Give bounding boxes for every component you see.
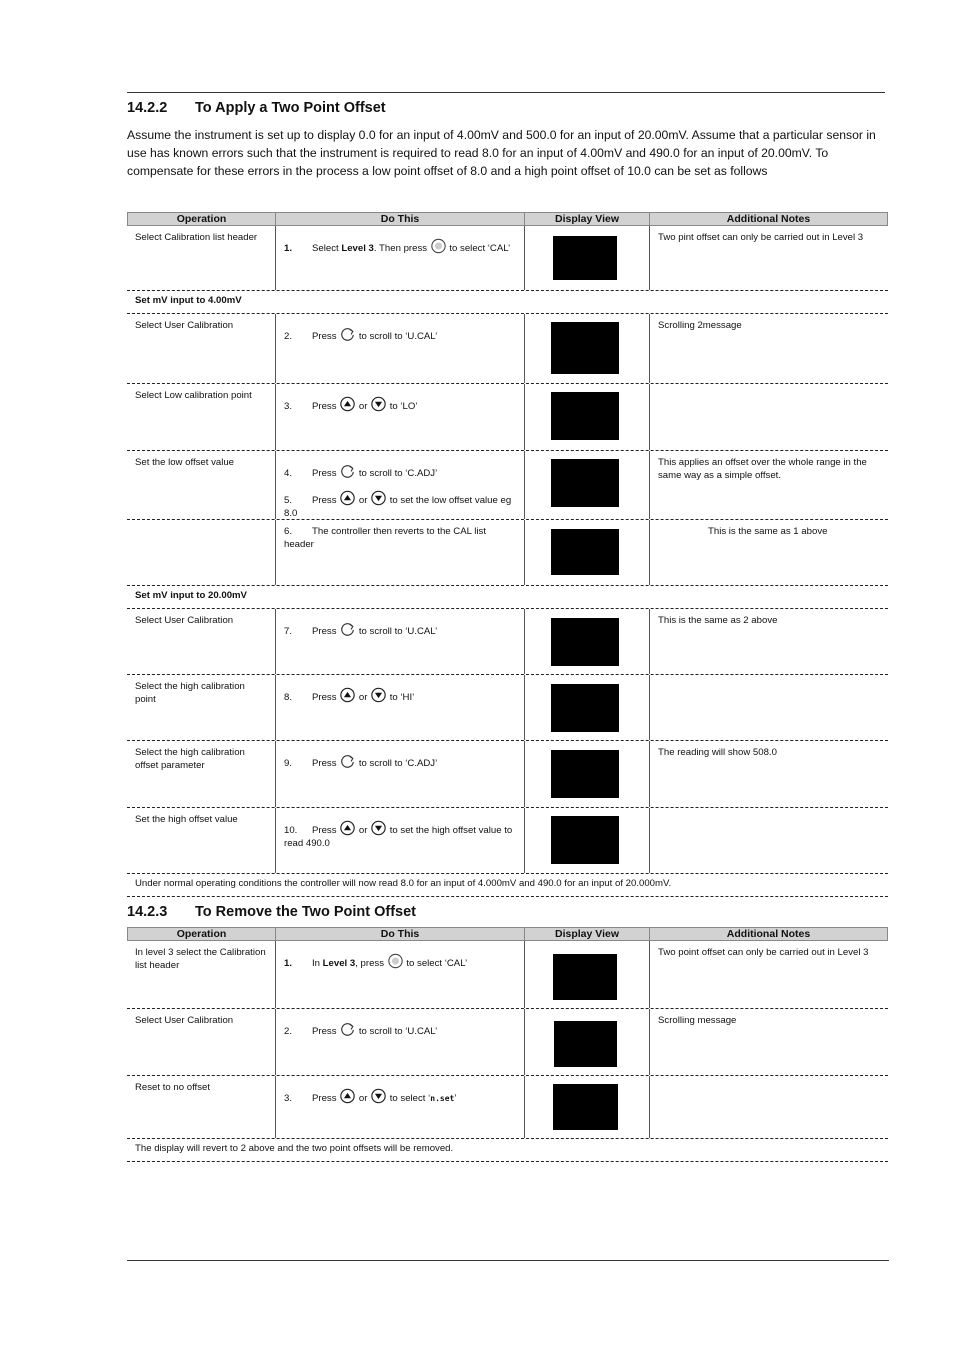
display-view-cell [524, 808, 649, 873]
notes-cell [649, 384, 888, 450]
table-row [127, 384, 888, 451]
operation-cell: Select Low calibration point [135, 390, 252, 401]
up-arrow-button-icon [339, 396, 356, 412]
display-view-cell [524, 675, 649, 740]
table-header [127, 927, 888, 941]
step-text: , press [355, 958, 387, 969]
step-number: 10. [284, 825, 298, 836]
scroll-button-icon [339, 753, 356, 769]
step-text: In [312, 958, 323, 969]
step-text: or [356, 495, 371, 506]
do-this-cell [275, 1076, 524, 1138]
operation-cell: In level 3 select the Calibration list header [135, 947, 266, 971]
display-view-cell [524, 1076, 649, 1138]
section-heading [127, 100, 386, 116]
section-heading [127, 904, 416, 920]
notes-cell [649, 1076, 888, 1138]
display-image [551, 750, 619, 798]
do-this-cell [275, 741, 524, 807]
notes-cell: Scrolling 2message [649, 314, 888, 383]
step-text: to set the low offset value eg 8.0 [284, 495, 512, 519]
section-row: Set mV input to 4.00mV [127, 291, 888, 314]
display-view-cell [524, 451, 649, 519]
notes-cell [649, 675, 888, 740]
step-text: Press [312, 1026, 340, 1037]
down-arrow-button-icon [370, 396, 387, 412]
display-image [551, 392, 619, 440]
down-arrow-button-icon [370, 820, 387, 836]
step-text: Press [312, 825, 340, 836]
do-this-cell [275, 451, 524, 519]
step-number: 1. [284, 243, 293, 254]
display-image [554, 1021, 617, 1067]
step-text: ’ [454, 1093, 457, 1104]
display-view-cell [524, 520, 649, 585]
display-view-cell [524, 1009, 649, 1075]
notes-cell: This applies an offset over the whole range in the same way as a simple offset. [649, 451, 888, 519]
display-view-cell [524, 314, 649, 383]
display-code: n.set [430, 1094, 455, 1103]
table-footer-note: Under normal operating conditions the controller will now read 8.0 for an input of 4.000mV and 490.0 for an input of 20.000mV. [127, 874, 888, 897]
do-this-cell [275, 520, 524, 585]
bottom-rule [127, 1260, 889, 1261]
operation-cell [127, 520, 275, 585]
operation-cell: Reset to no offset [135, 1082, 211, 1093]
operation-cell: Set the high offset value [135, 814, 238, 825]
display-view-cell [524, 741, 649, 807]
up-arrow-button-icon [339, 490, 356, 506]
step-number: 3. [284, 401, 293, 412]
do-this-cell [275, 226, 524, 290]
display-image [553, 1084, 618, 1130]
table-row [127, 314, 888, 384]
header-additional-notes: Additional Notes [726, 213, 811, 225]
notes-cell [649, 808, 888, 873]
display-view-cell [524, 941, 649, 1008]
step-number: 4. [284, 468, 293, 479]
step-text: Press [312, 758, 340, 769]
step-text: Press [312, 495, 340, 506]
down-arrow-button-icon [370, 687, 387, 703]
step-number: 5. [284, 495, 293, 506]
step-number: 8. [284, 692, 293, 703]
table-row [127, 609, 888, 675]
header-display-view: Display View [525, 928, 650, 940]
step-text: to scroll to ‘U.CAL’ [356, 331, 438, 342]
step-text: or [356, 825, 371, 836]
step-number: 2. [284, 331, 293, 342]
scroll-button-icon [339, 326, 356, 342]
step-text: to scroll to ‘C.ADJ’ [356, 758, 438, 769]
header-operation: Operation [128, 928, 276, 940]
page-button-icon [430, 238, 447, 254]
display-view-cell [524, 609, 649, 674]
table-row [127, 520, 888, 586]
do-this-cell [275, 314, 524, 383]
do-this-cell [275, 1009, 524, 1075]
notes-cell: The reading will show 508.0 [649, 741, 888, 807]
table-row [127, 226, 888, 291]
display-image [551, 618, 619, 666]
step-text: to select ‘CAL’ [403, 958, 468, 969]
step-text: or [356, 401, 371, 412]
display-image [551, 529, 619, 575]
step-number: 2. [284, 1026, 293, 1037]
scroll-button-icon [339, 1021, 356, 1037]
step-text: to select ‘CAL’ [446, 243, 511, 254]
scroll-button-icon [339, 463, 356, 479]
display-image [551, 459, 619, 507]
table-row [127, 1009, 888, 1076]
operation-cell: Select User Calibration [135, 615, 234, 626]
scroll-button-icon [339, 621, 356, 637]
step-number: 7. [284, 626, 293, 637]
table-row [127, 741, 888, 808]
step-text: to scroll to ‘U.CAL’ [356, 626, 438, 637]
step-text: or [356, 1093, 371, 1104]
display-image [551, 816, 619, 864]
step-text: Press [312, 692, 340, 703]
notes-cell: This is the same as 1 above [649, 520, 888, 585]
step-text: Press [312, 401, 340, 412]
table-row [127, 941, 888, 1009]
step-text: Press [312, 468, 340, 479]
display-image [551, 322, 619, 374]
display-view-cell [524, 384, 649, 450]
intro-paragraph: Assume the instrument is set up to display 0.0 for an input of 4.00mV and 500.0 for an input of 20.00mV. Assume that a particular sensor in use has known errors such that the instrument is required to read 8.0 for an input of 4.00mV and 490.0 for an input of 20.00mV. To compensate for these errors in the process a low point offset of 8.0 and a high point offset of 10.0 can be set as follows [127, 128, 876, 178]
step-text: to scroll to ‘C.ADJ’ [356, 468, 438, 479]
page-button-icon [387, 953, 404, 969]
notes-cell: Two pint offset can only be carried out in Level 3 [649, 226, 888, 290]
table-header [127, 212, 888, 226]
notes-cell: This is the same as 2 above [649, 609, 888, 674]
do-this-cell [275, 384, 524, 450]
step-number: 9. [284, 758, 293, 769]
do-this-cell [275, 609, 524, 674]
operation-cell: Select Calibration list header [135, 232, 258, 243]
notes-cell: Two point offset can only be carried out in Level 3 [649, 941, 888, 1008]
operation-cell: Select User Calibration [135, 320, 234, 331]
header-do-this: Do This [276, 213, 525, 225]
do-this-cell [275, 941, 524, 1008]
level-text: Level 3 [341, 243, 374, 254]
step-text: or [356, 692, 371, 703]
step-text: The controller then reverts to the CAL list header [284, 526, 487, 550]
up-arrow-button-icon [339, 687, 356, 703]
step-text: Press [312, 1093, 340, 1104]
step-text: . Then press [373, 243, 430, 254]
top-rule [127, 92, 885, 93]
do-this-cell [275, 675, 524, 740]
step-text: to ‘LO’ [387, 401, 418, 412]
up-arrow-button-icon [339, 1088, 356, 1104]
level-text: Level 3 [322, 958, 356, 969]
step-number: 1. [284, 958, 293, 969]
header-operation: Operation [128, 213, 276, 225]
table-row [127, 451, 888, 520]
step-number: 3. [284, 1093, 293, 1104]
operation-cell: Select the high calibration point [135, 681, 245, 705]
operation-cell: Set the low offset value [135, 457, 235, 468]
table-footer-note: The display will revert to 2 above and the two point offsets will be removed. [127, 1139, 888, 1162]
step-number: 6. [284, 526, 293, 537]
step-text: to scroll to ‘U.CAL’ [356, 1026, 438, 1037]
display-view-cell [524, 226, 649, 290]
operation-cell: Select the high calibration offset parameter [135, 747, 245, 771]
display-image [553, 236, 617, 280]
header-additional-notes: Additional Notes [726, 928, 811, 940]
step-text: to select ‘ [387, 1093, 431, 1104]
up-arrow-button-icon [339, 820, 356, 836]
down-arrow-button-icon [370, 1088, 387, 1104]
table-row [127, 675, 888, 741]
section-title: To Apply a Two Point Offset [195, 100, 386, 116]
header-display-view: Display View [525, 213, 650, 225]
table-row [127, 808, 888, 874]
section-row: Set mV input to 20.00mV [127, 586, 888, 609]
down-arrow-button-icon [370, 490, 387, 506]
header-do-this: Do This [276, 928, 525, 940]
step-text: to set the high offset value to read 490.0 [284, 825, 513, 849]
section-number: 14.2.2 [127, 100, 168, 116]
display-image [551, 684, 619, 732]
section-number: 14.2.3 [127, 904, 168, 920]
step-text: to ‘HI’ [387, 692, 415, 703]
do-this-cell [275, 808, 524, 873]
notes-cell: Scrolling message [649, 1009, 888, 1075]
step-text: Select [312, 243, 342, 254]
table-row [127, 1076, 888, 1139]
display-image [553, 954, 617, 1000]
step-text: Press [312, 626, 340, 637]
operation-cell: Select User Calibration [135, 1015, 234, 1026]
section-title: To Remove the Two Point Offset [195, 904, 416, 920]
step-text: Press [312, 331, 340, 342]
